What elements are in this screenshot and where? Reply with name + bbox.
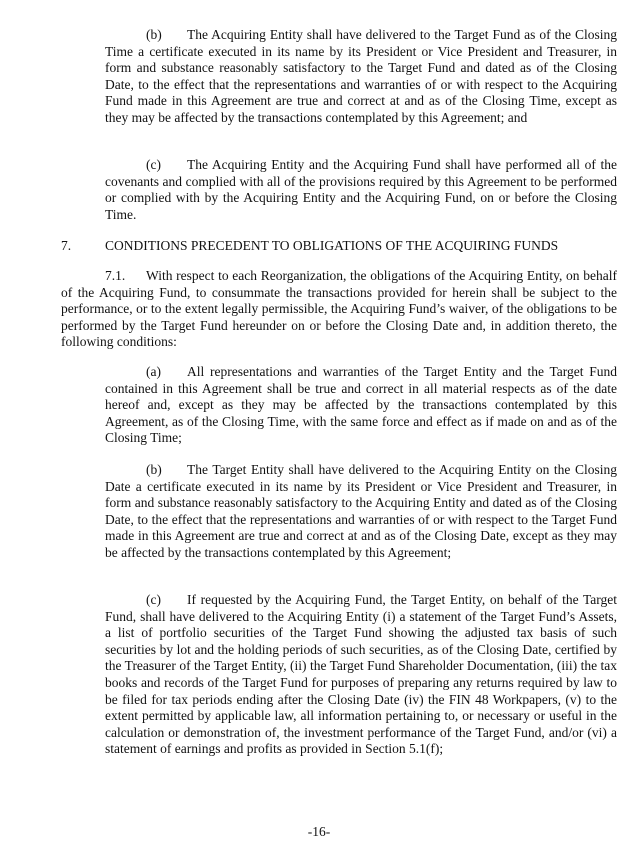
paragraph-a-representations xyxy=(105,364,617,447)
paragraph-text: If requested by the Acquiring Fund, the Target Entity, on behalf of the Target Fund, shall have delivered to the Acquiring Entity (i) a statement of the Target Fund’s Assets, a list of portfolio securities of the Target Fund showing the adjusted tax basis of such securities by lot and the holding periods of such securities, as of the Closing Date, certified by the Treasurer of the Target Entity, (ii) the Target Fund Shareholder Documentation, (iii) the tax books and records of the Target Fund for purposes of preparing any returns required by law to be filed for tax periods ending after the Closing Date (iv) the FIN 48 Workpapers, (v) to the extent permitted by applicable law, all information pertaining to, or necessary or useful in the calculation or demonstration of, the investment performance of the Target Fund, and/or (vi) a statement of earnings and profits as provided in Section 5.1(f); xyxy=(105,592,617,757)
paragraph-b-target-certificate xyxy=(105,462,617,562)
page-number: -16- xyxy=(307,824,331,839)
paragraph-text: The Target Entity shall have delivered to the Acquiring Entity on the Closing Date a certificate executed in its name by its President or Vice President and Treasurer, in form and substance reasonably satisfactory to the Acquiring Entity and dated as of the Closing Date, to the effect that the representations and warranties of or with respect to the Target Fund made in this Agreement are true and correct at and as of the Closing Date, except as they may be affected by the transactions contemplated by this Agreement; xyxy=(105,462,617,560)
paragraph-c-target-statement xyxy=(105,592,617,758)
paragraph-number: (b) xyxy=(146,27,162,42)
paragraph-number: (a) xyxy=(146,364,161,379)
paragraph-text: With respect to each Reorganization, the obligations of the Acquiring Entity, on behalf of the Acquiring Fund, to consummate the transactions provided for herein shall be subject to the performance, or to the extent legally permissible, the Acquiring Fund’s waiver, of the obligations to be performed by the Target Fund hereunder on or before the Closing Date and, in addition thereto, the following conditions: xyxy=(61,268,617,350)
paragraph-b-acquiring-certificate xyxy=(105,27,617,127)
paragraph-text: The Acquiring Entity and the Acquiring Fund shall have performed all of the covenants and complied with all of the provisions required by this Agreement to be performed or complied with by the Acquiring Entity and the Acquiring Fund, on or before the Closing Time. xyxy=(105,157,617,222)
paragraph-number: (b) xyxy=(146,462,162,477)
paragraph-c-acquiring-performance xyxy=(105,157,617,223)
paragraph-7-1 xyxy=(61,268,617,351)
paragraph-text: The Acquiring Entity shall have delivered to the Target Fund as of the Closing Time a certificate executed in its name by its President or Vice President and Treasurer, in form and substance reasonably satisfactory to the Target Fund and dated as of the Closing Date, to the effect that the representations and warranties of or with respect to the Acquiring Fund made in this Agreement are true and correct at and as of the Closing Time, except as they may be affected by the transactions contemplated by this Agreement; and xyxy=(105,27,617,125)
paragraph-number: (c) xyxy=(146,157,161,172)
paragraph-text: All representations and warranties of the Target Entity and the Target Fund contained in this Agreement shall be true and correct in all material respects as of the date hereof and, except as they may be affected by the transactions contemplated by this Agreement, as of the Closing Time, with the same force and effect as if made on and as of the Closing Time; xyxy=(105,364,617,446)
paragraph-number: 7.1. xyxy=(105,268,126,283)
section-number: 7. xyxy=(61,238,72,253)
section-title: CONDITIONS PRECEDENT TO OBLIGATIONS OF THE ACQUIRING FUNDS xyxy=(105,238,559,253)
paragraph-number: (c) xyxy=(146,592,161,607)
section-heading xyxy=(61,238,558,255)
